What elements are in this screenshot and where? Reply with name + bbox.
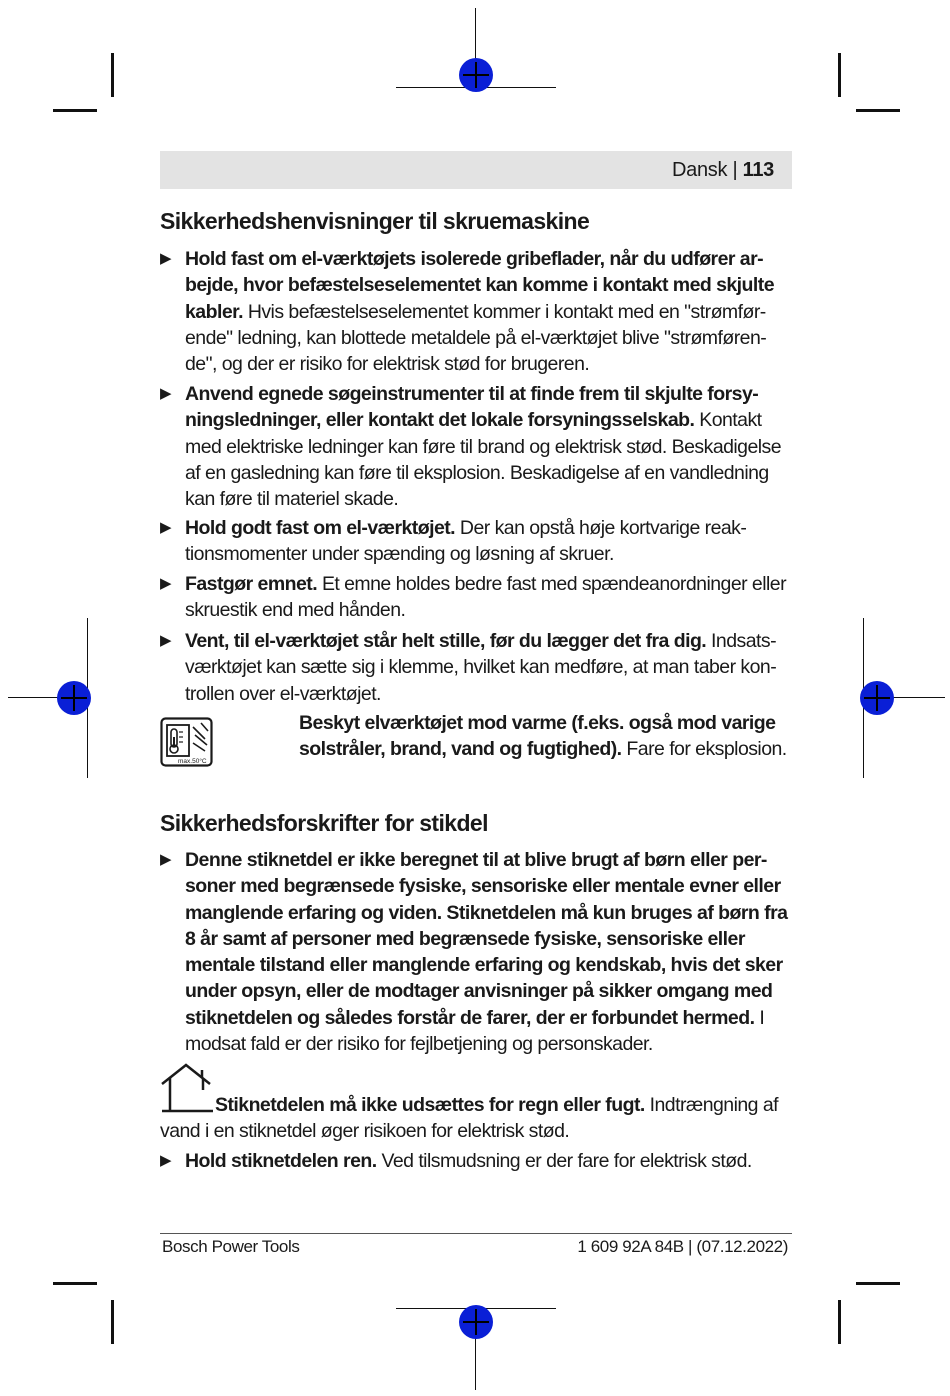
crop-mark-top-left-h [53,109,97,112]
bullet-icon: ▶ [160,385,171,402]
crop-mark-bottom-left-v [111,1300,114,1344]
crop-mark-top-right-v [838,53,841,97]
section-title-screwdriver: Sikkerhedshenvisninger til skruemaskine [160,208,590,234]
registration-target-right [860,681,894,715]
item-bold: Hold godt fast om el-værktøjet. [185,517,456,539]
heat-protection-note [299,710,789,763]
registration-target-bottom [459,1305,493,1339]
note-text: Indtrængning af vand i en stiknetdel øger risikoen for elektrisk stød. [160,1094,778,1143]
item-bold: Anvend egnede søgeinstrumenter til at finde frem til skjulte forsyningsledninger, eller kontakt det lokale forsyningsselskab. [185,383,759,432]
note-text: Fare for eksplosion. [621,738,787,761]
footer-brand: Bosch Power Tools [162,1237,300,1256]
item-text: Indsatsværktøjet kan sætte sig i klemme, hvilket kan medføre, at man taber kontrollen over el-værktøjet. [185,630,777,705]
footer-divider [160,1233,792,1234]
bullet-icon: ▶ [160,575,171,592]
section-title-power-supply: Sikkerhedsforskrifter for stikdel [160,810,488,836]
item-text: Ved tilsmudsning er der fare for elektrisk stød. [376,1150,752,1172]
list-item [160,246,792,377]
item-bold: Hold stiknetdelen ren. [185,1150,377,1172]
page-header-text [672,159,774,182]
item-bold: Hold fast om el-værktøjets isolerede gribeflader, når du udfører arbejde, hvor befæstelseselementet kan komme i kontakt med skjulte kabler. [185,248,775,323]
list-item [160,628,792,707]
bullet-icon: ▶ [160,851,171,868]
list-item [160,847,792,1057]
note-bold: Stiknetdelen må ikke udsættes for regn eller fugt. [215,1094,645,1116]
item-text: I modsat fald er der risiko for fejlbetjening og personskader. [185,1006,765,1056]
item-text: Kontakt med elektriske ledninger kan føre til brand og elektrisk stød. Beskadigelse af en gasledning kan føre til eksplosion. Beskadigelse af en vandledning kan føre til materiel skade. [185,409,782,511]
item-text: Der kan opstå høje kortvarige reaktionsmomenter under spænding og løsning af skruer. [185,517,747,566]
item-text: Hvis befæstelseselementet kommer i kontakt med en "strømførende" ledning, kan blottede metaldele på el-værktøjet blive "strømførende", og der er risiko for elektrisk stød for brugeren. [185,300,767,376]
item-text: Et emne holdes bedre fast med spændeanordninger eller skruestik end med hånden. [185,573,787,622]
item-bold: Fastgør emnet. [185,573,318,595]
list-item [160,1148,792,1174]
item-bold: Denne stiknetdel er ikke beregnet til at blive brugt af børn eller personer med begrænsede fysiske, sensoriske eller mentale evner eller manglende erfaring og viden. Stiknetdelen må kun bruges af børn fra 8 år samt af personer med begrænsede fysiske, sensoriske eller mentale tilstand eller manglende erfaring og kendskab, hvis det sker under opsyn, eller de modtager anvisninger på sikker omgang med stiknetdelen og således forstår de farer, der er forbundet hermed. [185,849,788,1029]
list-item [160,515,792,568]
indoor-use-note [160,1092,792,1145]
item-bold: Vent, til el-værktøjet står helt stille, før du lægger det fra dig. [185,630,707,652]
heat-protection-icon [160,717,214,767]
header-page-number: 113 [742,159,774,181]
page-header-bar [160,151,792,189]
header-language: Dansk [671,159,728,181]
bullet-icon: ▶ [160,519,171,536]
note-bold: Beskyt elværktøjet mod varme (f.eks. også mod varige solstråler, brand, vand og fugtighed). [299,712,776,761]
crop-mark-bottom-right-v [838,1300,841,1344]
list-item [160,381,792,512]
bullet-icon: ▶ [160,632,171,649]
crop-mark-top-left-v [111,53,114,97]
crop-mark-bottom-left-h [53,1282,97,1285]
registration-target-left [57,681,91,715]
header-separator: | [732,159,738,181]
bullet-icon: ▶ [160,1152,171,1169]
bullet-icon: ▶ [160,250,171,267]
registration-target-top [459,58,493,92]
list-item [160,571,792,624]
heat-icon-label: max.50°C [178,758,207,765]
footer-doc-number: 1 609 92A 84B | (07.12.2022) [577,1237,788,1256]
crop-mark-bottom-right-h [856,1282,900,1285]
crop-mark-top-right-h [856,109,900,112]
